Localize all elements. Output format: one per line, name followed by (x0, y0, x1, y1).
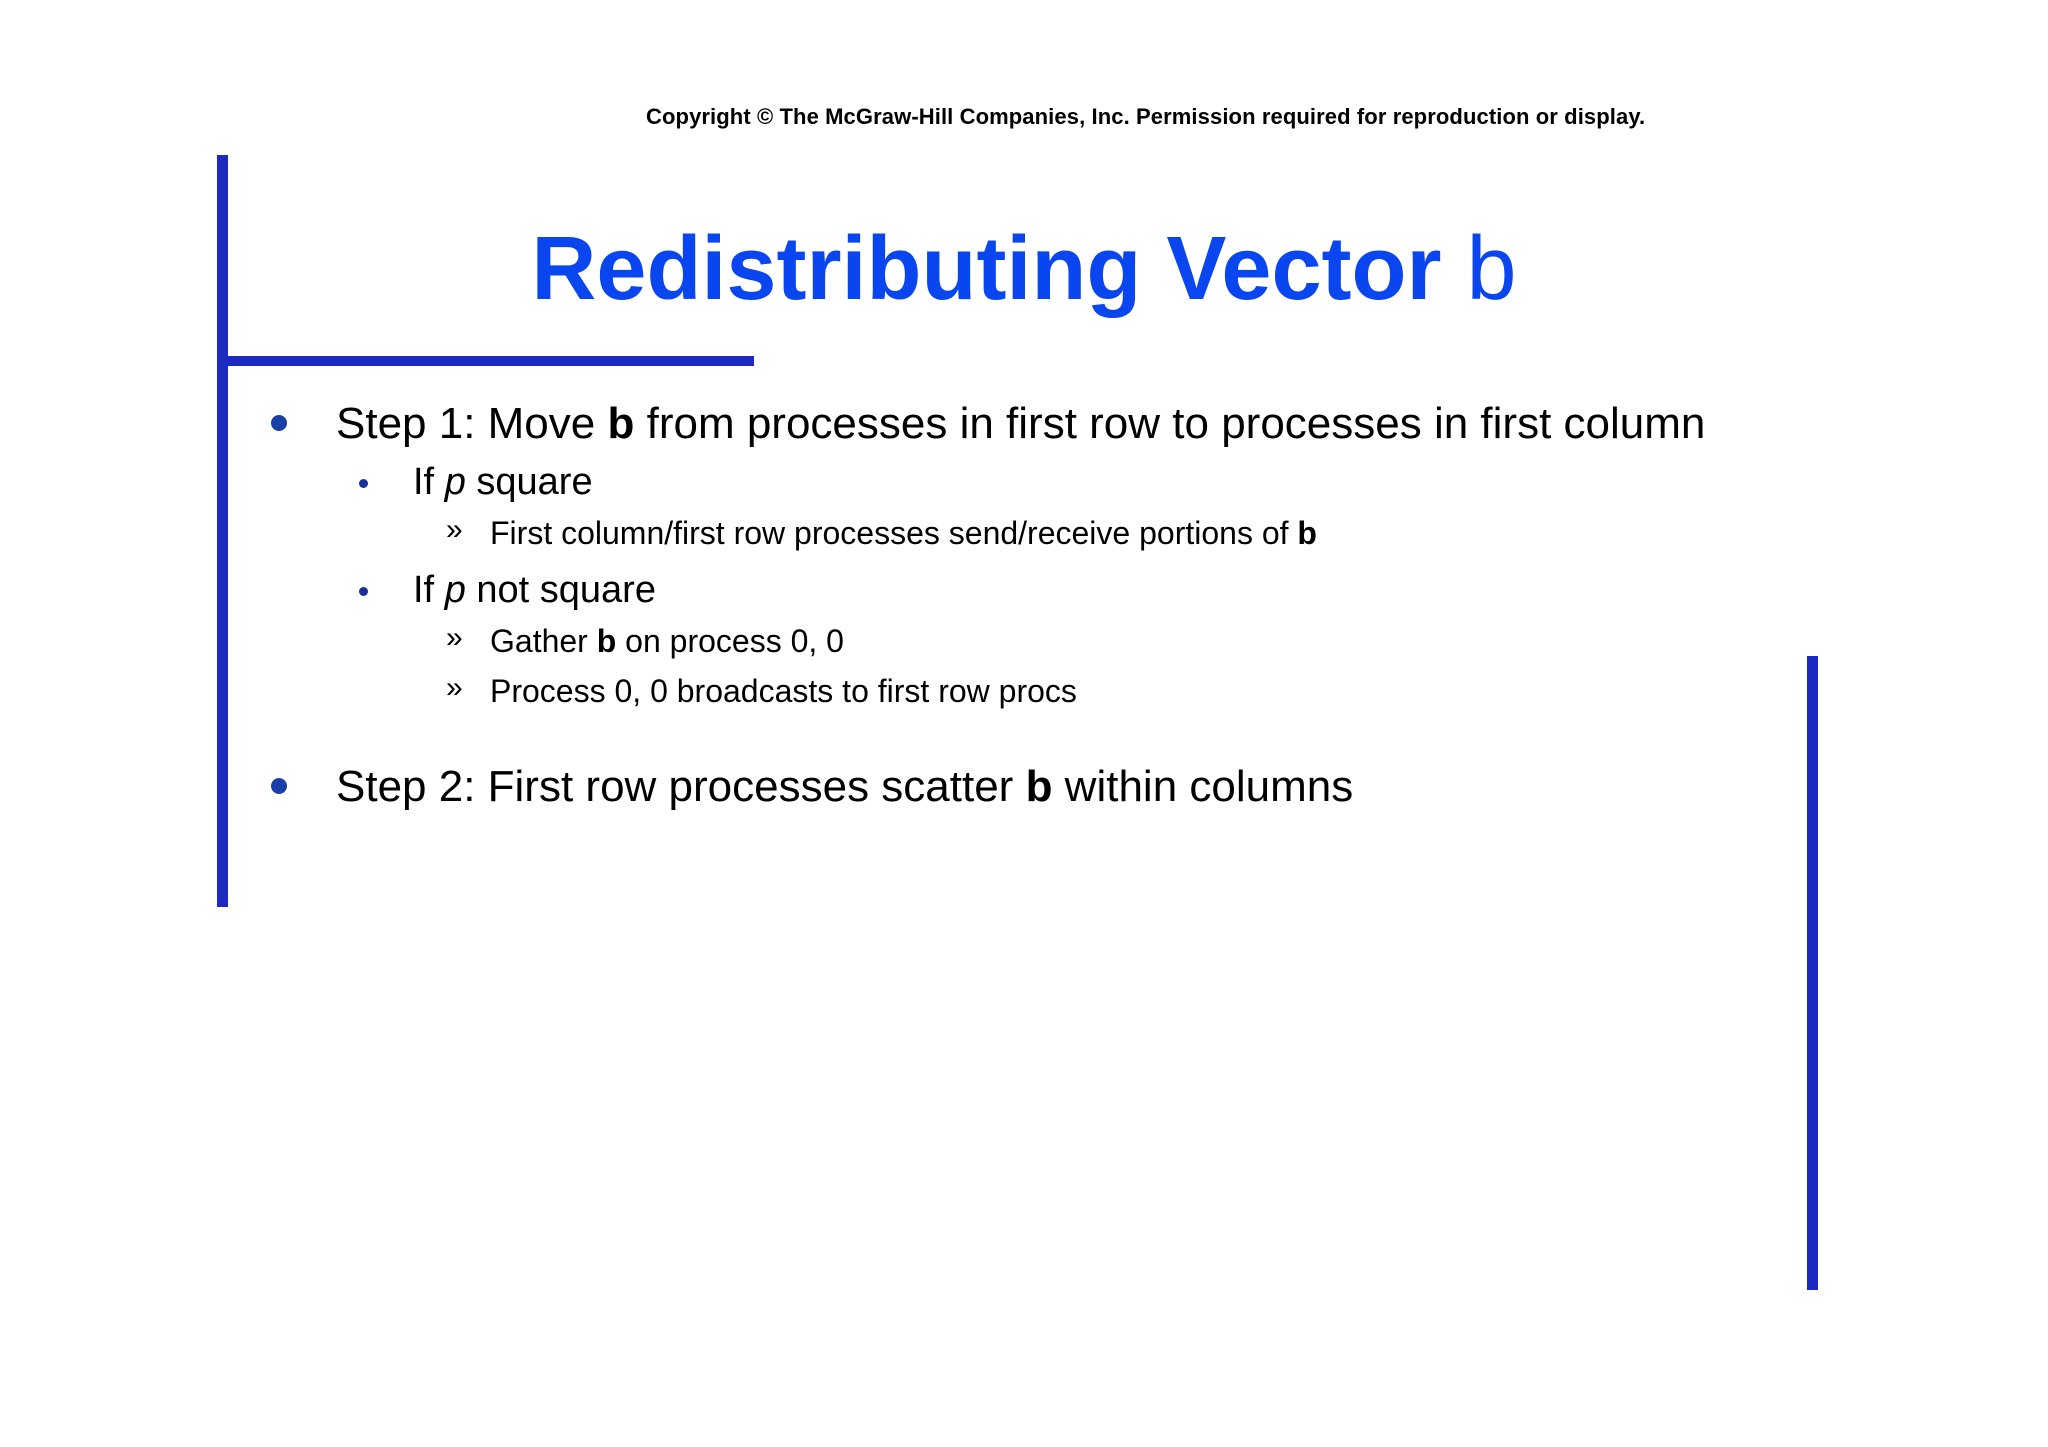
gather-text-pre: Gather (490, 623, 597, 659)
detail-gather (490, 621, 844, 661)
p-not-square-text-pre: If (413, 569, 445, 611)
bullet-dot-icon (271, 415, 287, 431)
title-bold-text: Redistributing Vector (531, 219, 1442, 319)
raquo-marker-icon: » (446, 671, 463, 704)
bullet-step-1 (336, 398, 1705, 450)
step1-text-pre: Step 1: Move (336, 399, 608, 448)
send-receive-text-bold: b (1297, 515, 1317, 551)
p-square-text-post: square (465, 461, 593, 503)
sub-bullet-dot-icon (359, 587, 368, 596)
step1-text-post: from processes in first row to processes in first column (634, 399, 1706, 448)
raquo-marker-icon: » (446, 621, 463, 654)
bullet-step-2 (336, 761, 1353, 813)
bullet-dot-icon (271, 778, 287, 794)
detail-send-receive (490, 513, 1317, 553)
sub-bullet-dot-icon (359, 479, 368, 488)
step2-text-bold: b (1025, 762, 1053, 811)
right-vertical-rule (1807, 656, 1818, 1290)
title-plain-text: b (1466, 219, 1517, 319)
p-not-square-text-italic: p (444, 569, 466, 611)
step2-text-pre: Step 2: First row processes scatter (336, 762, 1026, 811)
copyright-notice: Copyright © The McGraw-Hill Companies, Inc. Permission required for reproduction or display. (646, 104, 1646, 129)
title-underline-rule (217, 356, 754, 366)
detail-broadcast (490, 671, 1077, 711)
step2-text-post: within columns (1052, 762, 1354, 811)
p-square-text-pre: If (413, 461, 445, 503)
send-receive-text-pre: First column/first row processes send/receive portions of (490, 515, 1298, 551)
broadcast-text: Process 0, 0 broadcasts to first row procs (490, 673, 1077, 709)
sub-bullet-p-not-square (413, 567, 656, 613)
step1-text-bold: b (607, 399, 635, 448)
p-square-text-italic: p (444, 461, 466, 503)
raquo-marker-icon: » (446, 513, 463, 546)
slide-title (0, 214, 2048, 324)
gather-text-post: on process 0, 0 (616, 623, 844, 659)
sub-bullet-p-square (413, 459, 593, 505)
p-not-square-text-post: not square (465, 569, 656, 611)
gather-text-bold: b (596, 623, 617, 659)
